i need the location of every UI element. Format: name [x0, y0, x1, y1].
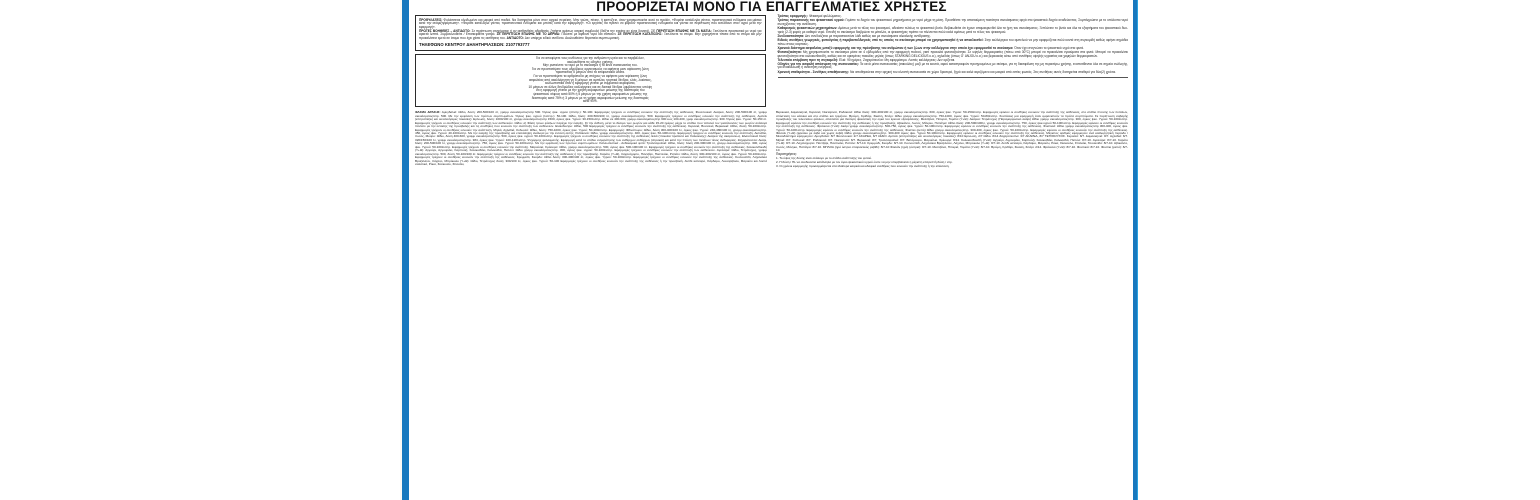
equipment-cleaning-text: Αμέσως μετά το τέλος του ψεκασμού, αδειάστε τελείως το ψεκαστικό βυτίο. Βεβαιωθείτε ότι έχουν απομακρυνθεί όλα τα ίχνη του σκευάσματος. Ξεπλύνετε το βυτίο και όλα τα εξαρτήματα του ψεκαστικού δυο-τρείς (2-3) φορές με καθαρό νερό. Επειδή το σκεύασμα διαβρώνει τα μέταλλα, οι ψεκαστήρες πρέπει να πλένονται πολύ καλά αμέσως μετά το τέλος του ψεκασμού.	[777, 25, 1128, 34]
spectrum-of-action-region	[415, 111, 1128, 500]
reentry-interval-heading: Χρονικό διάστημα ασφαλείας μεταξύ εφαρμογής και της πρόσβασης του ανθρώπου ή των ζώων στην καλλιέργεια στην οποία έχει εφαρμοσθεί το σκεύασμα:	[777, 45, 1014, 50]
environment-line-7: καλλωπιστικά όταν η εφαρμογή γίνεται με συμβατικά ακροφύσια,	[545, 81, 636, 86]
environment-line-0: Για να αποφύγετε τους κινδύνους για την ανθρώπινη υγεία και το περιβάλλον,	[535, 56, 645, 61]
environment-line-5: Για να προστατέψετε τα αρθρόποδα μη στόχους να αφήσετε μιαν αψέκαστη ζώνη	[533, 74, 647, 79]
storage-paragraph	[778, 71, 1129, 75]
environment-line-3: Για να προστατέψετε τους υδρόβιους οργανισμούς να αφήσετε μιαν αψέκαστη ζώνη	[531, 66, 649, 71]
preharvest-interval-heading: Τελευταία επέμβαση πριν τη συγκομιδή:	[777, 57, 839, 62]
spray-preparation-heading: Τρόπος παρασκευής του ψεκαστικού υγρού:	[777, 18, 845, 23]
precautions-box	[415, 15, 766, 51]
label-content-area	[410, 0, 1132, 500]
spectrum-left-text: Αμυγδαλιά: Ωΐδιο, δόση: 200-500/100 λτ, γραμμ σκευάσματος/στρ 500. Όγκος ψεκ. υγρού (λτ/στρ.): 50-100. Εφαρμογές τρέχουν οι συνθήκες ευνοούν την ανάπτυξη της ασθένειας. Φουντουκιά: Ακάρεα, δόση: 200-500/100 λτ, γραμμ σκευάσματος/στρ. 500. Με την εμφάνιση των πρώτων συμπτωμάτων. Όγκος ψεκ. υγρού (λτ/στρ.): 50-100. Ωΐδιο, δόση: 200-500/100 λτ, γραμμ σκευάσματος/στρ. 500. Εφαρμογές τρέχουν οι συνθήκες ευνοούν την ανάπτυξη της ασθένειας. Αμπέλι (επιτραπέζιες και οινοποιήσιμες ποικιλίες): Ερίνωση, δόση: 1000/100 λτ, γραμμ σκευάσματος/στρ 1500, όγκος ψεκ. Υγρού: 30-150λτ/στρ. Ωΐδιο σε 400-630, γραμμ σκευάσματος/στρ 600 έως 100-200, γραμ σκευάσματος/στρ. 300. Όγκος ψεκ. Υγρού: 50-150 λτ. Εφαρμογές τρέχουν οι συνθήκες ευνοούν την ανάπτυξη των ασθενειών. Ωΐδιο: α) Φάση τρίων φύλλων παρέχει την έναρξη, β) την άνθιση, μέτα το δέσιμο των ρωγών και κάθε 15-20 ημέρες μέχρι το στάδιο που ταπεινά τον γυαλύνοντας των ρωγών ανάλογα πάντοτε με την έντασης της προσβολής και τις συνθήκες που ευνοούν την ανάπτυξη των ασθενειών. Ελαιόδεντρο: Ωΐδιο, 500 Εφαρμογές τρέχουν οι συνθήκες ευνοούν την ανάπτυξη της ασθένειας. Κερασιά, Βυσσινιά, Βερικοκιά: Ωΐδιο, δόση: 50-100λτ/στρ. Εφαρμογές τρέχουν οι συνθήκες ευνοούν την ανάπτυξη. Μηλιά, Αχλαδιά, Κυδωνιά: Ωΐδιο, δόση: 750-1000, όγκος ψεκ. Υγρού: 50-100λτ/στρ. Εφαρμογές: Φθινόπωρο: Ωΐδιο, δόση 300-400/100 λτ, όγκος ψεκ. Υγρού: 240-480/100 λτ, γραμμ σκευάσματος/στρ. 450, όγκος ψεκ. Υγρού: 40-100λτ/στρ. Με την έναρξη της προσβολής και επανάληψη ανάλογα με την ένταση αυτής. Ροδακινιά: Ωΐδιο, γραμμ σκευάσματος/στρ. 400, όγκος ψεκ. 50-100λτ/στρ. Εφαρμογή τρέχουν οι συνθήκες ευνοούν την ανάπτυξη. Ακτινίδιο, Λωτός, Μούρο: Ωΐδιο, δόση 400-600, γραμμ σκευάσματος/στρ. 500, όγκος ψεκ. υγρού: 50-100λτ/στρ. Εφαρμογές τρέχουν οι συνθήκες ευνοούν την ανάπτυξη της ασθένειας. Ελιά (τποκιλία προϊόντα και Χαλκούκης): Ακάρεα της ακαρώσεως. Ελαιοπυκνά δόση: 320/150/100 λτ, γραμμ σκευάσματος/στρ. 384, όγκος ψεκ. Υγρού: 100-120λτ/στρ. Ψυχόρμης φυλλομανής. Εφαρμογή κατά το στάδιο συγκρότησης των ανθέρχων ανθέρχων (Ατρακιά) και κατά την πτώση των πετάλων τέλος ανθοφορίας. Ζαχαρότευτλα: Ακάρι, δόση: 200-500/100 λτ, γραμμ σκευάσματος/στρ. 750, όγκος ψεκ. Υγρού: 50-100λτ/στρ. Με την εμφάνιση των πρώτων συμπτωμάτων. Καλλωπιστικά - Ανθοκομικά φυτά: Τριανταφυλλιά: Ωΐδιο, δόση: δόση 200-300/100 λτ, γραμμ σκευάσματος/στρ. 300, όγκος ψεκ. Υγρού: 50-100λτ/στρ. Εφαρμογές τρέχουν οι συνθήκες ευνοούν την ανάπτυξη. Μαρούλια, Σμάουρα: Ωΐδιο, γραμμ σκευάσματος/στρ. 500, όγκος ψεκ. 500-100/100 λτ. Εφαρμογές τρέχουν οι συνθήκες ευνοούν την ανάπτυξη της ασθένειας. Κολοκυνθοειδή (Υ+Θ): Αγγούρι, Αγγουράκι, Καρπούζι, Κολοκυθάκι, Κολοκυθιά, Πεπόνι: Ωΐδιο γραμμ σκευάσματος/στρ. 300, όγκος ψεκ. υγρού: 50-100λτ/στρ. Εφαρμογές τρέχουν οι συνθήκες ευνοούν την ανάπτυξη των ασθενειών. Αγκινάρα: Ωΐδιο, Τετράνυχος, γραμμ σκευάσματος/στρ. 500, δόση: 50-100/100 λτ. Εφαρμογές τρέχουν οι συνθήκες ευνοούν την ανάπτυξη της ασθένειας ή της προσβολής. Καρότο (Υ+Θ), Λαχανόχορτο, Παντζάρι, Παστινάκι, Ραπάνι: Ωΐδιο, δόση: 300-400/100 λτ, όγκος ψεκ. Υγρού: 50-100λτ/στρ. Εφαρμογές τρέχουν οι συνθήκες ευνοούν την ανάπτυξη της ασθένειας. Κρεμμύδι, Σκόρδο: Ωΐδιο δόση: 300-400/100 λτ, όγκος ψεκ. Υγρού: 50-100λτ/στρ. Εφαρμογές τρέχουν οι συνθήκες ευνοούν την ανάπτυξη της ασθένειας. Κουνουπίδι, Λαχανάκια Βρυξελλών, Λάχανο, Μπρόκολο (Υ+Θ): Ωΐδιο, Τετράνυχος δόση: 300/100 λτ, όγκος ψεκ. Υγρού: 50-100 Εφαρμογές τρέχουν οι συνθήκες ευνοούν την ανάπτυξη της ασθένειας ή την προσβολή. Αντίδι κατσαρό, Κάρδαμο, Λυκοτρίβολο, Μαρούλι και Λοιπά σαλατικά, Ρόκα, Σέσκουλο, Σπανάκι,	[415, 111, 767, 167]
first-aid-paragraph	[419, 30, 762, 41]
environment-line-1: ακολουθήστε τις οδηγίες χρήσης.	[567, 59, 614, 64]
spray-preparation-text: Γεμίστε το δοχείο του ψεκαστικού μηχανήματος με νερό μέχρι τη μέση. Προσθέστε την απαιτούμενη ποσότητα σκευάσματος αργά στο ψεκαστικό δοχείο αναδεύοντας. Συμπληρώστε με το υπόλοιπο νερό συνεχίζοντας την ανάδευση.	[777, 18, 1128, 26]
first-aid-heading: ΠΡΩΤΕΣ ΒΟΗΘΕΙΕΣ – ΑΝΤΙΔΟΤΟ:	[419, 28, 471, 33]
notes-list	[776, 157, 1128, 168]
compatibility-heading: Συνδυαστικότητα:	[777, 33, 805, 38]
environment-line-10: ψεκαστικού νέφους κατά 50% ή 5 μέτρων με την χρήση ακροφυσίων μείωσης της	[533, 92, 648, 96]
storage-heading: Χρονική σταθερότητα - Συνθήκες αποθήκευσης:	[777, 69, 850, 74]
spectrum-right-paragraph	[776, 111, 1128, 152]
special-conditions-text: Στην καλλιέργεια του αμπελιού να μην εφαρμόζεται πολύ κοντά στη συγκομιδή καθώς αφήνει σημάδια πάνω στους καρπούς.	[777, 37, 1128, 46]
phytotoxicity-text: Μη χρησιμοποιείτε το σκεύασμα μέσα σε 4 εβδομάδες από την εφαρμογή πολτού, γιατί προκαλεί φυτοτοξικότητα. Σε υψηλές θερμοκρασίες (πάνω από 30°C) μπορεί να προκαλέσει εγκαύματα στα φυτά. Μπορεί να προκαλέσει φυτοτοξικότητα στα κολοκυνθοειδή, καθώς και σε ορισμένες ποικιλίες μηλιάς (όπως STARKING DELICIOUS κ.α.), αχλαδιάς (όπως Ο' ANJOU κ.α.) και βερικοκιάς κάτω από συνθήκες υψηλής υγρασίας και χαμηλών θερμοκρασιών.	[777, 49, 1128, 58]
spectrum-heading: ΦΑΣΜΑ ΔΡΑΣΗΣ:	[415, 111, 441, 115]
right-column	[776, 15, 1129, 107]
note-item: 2. Η δόση / HL να συνδυαστεί κατάλληλα με τον όγκο ψεκαστικού υγρού ώστε να μην υπερβαίνεται η μέγιστη επιτρεπτή δόση / στρ.	[776, 160, 953, 165]
spectrum-left-column	[415, 111, 767, 500]
environment-line-6: ασφαλείας από ακαλλιέργητη γη 5 μέτρων σε αμπέλια, τροπικά δένδρα, ελιές, λυκίσκος,	[528, 77, 652, 82]
environment-line-12: κατά 90%.	[583, 99, 598, 104]
environment-line-9: ότι η εφαρμογή γίνεται με την χρήση ακροφυσίων μείωσης της διασποράς του	[535, 88, 645, 93]
antidote-text: Δεν υπάρχει ειδικό αντίδοτο. Ακολουθείστε θεραπεία συμπτωματική.	[524, 36, 620, 41]
antidote-heading: ΑΝΤΙΔΟΤΟ:	[506, 36, 524, 41]
professional-users-banner: ΠΡΟΟΡΙΖΕΤΑΙ ΜΟΝΟ ΓΙΑ ΕΠΑΓΓΕΛΜΑΤΙΕΣ ΧΡΗΣΤΕΣ	[596, 0, 947, 13]
notes-heading: Παρατηρήσεις:	[776, 151, 797, 156]
skin-contact-text: Πλύνετε με άφθονο νερό και σαπούνι.	[561, 32, 617, 37]
environment-line-11: διασποράς κατά 75% ή 3 μέτρων με τη χρήση ακροφυσίων μείωσης της διασποράς	[531, 95, 649, 100]
upper-two-column-region	[415, 15, 1128, 107]
special-conditions-heading: Ειδικές συνθήκες γεωργικές, φυτοϋγείας ή περιβαντολλογικές υπό τις οποίες το σκεύασμα μπορεί να χρησιμοποιηθεί ή να αποκλεισθεί:	[777, 37, 984, 42]
preharvest-interval-text: Ελιά: 90 ημέρες. Ζαχαρότευτλα: Μη εφαρμόσιμο. Λοιπές καλλιέργειες: Δεν ορίζεται.	[839, 57, 956, 62]
note-item: 3. Οι χρόνοι εφαρμογής προσαρμόζονται στα ιδιαίτερα καιρικά και εδαφικά συνθήκες που ευνοούν την ανάπτυξη ή την επέκταση.	[776, 164, 950, 169]
eye-contact-heading: ΠΕΡΙΠΤΩΣΗ ΕΠΑΦΗΣ ΜΕ ΤΑ ΜΑΤΙΑ:	[656, 28, 712, 33]
environment-line-8: 10 μέτρων σε άλλες δενδρώδεις καλλιέργειες και σε δασικά δένδρα λαμβάνοντας υπόψη	[528, 84, 652, 89]
precautions-paragraph	[419, 19, 762, 30]
application-method-text: Ψεκασμοί φυλλώματος.	[808, 14, 842, 18]
precautions-text: Φυλάσσεται κλειδωμένο και μακριά από παιδιά. Να διατηρείται μόνο στον αρχικό περιέκτη. Μην τρώτε, πίνετε, ή καπνίζετε, όταν χρησιμοποιείτε αυτό το προϊόν. «Φοράτε κατάλληλα γάντια, προστατευτικά ενδύματα και μάσκα κατά την ανάμιξη/φόρτωση». «Φοράτε κατάλληλα γάντια, προστατευτικά ενδύματα και μπότες κατά την εφαρμογή». «Οι εργάτες θα πρέπει να φορούν προστατευτική ενδυμασία και γάντια σε περίπτωση που εισέλθουν στον αγρό μετά την εφαρμογή».	[419, 17, 762, 29]
ingestion-heading: ΣΕ ΠΕΡΙΠΤΩΣΗ ΚΑΤΑΠΟΣΗΣ:	[617, 32, 663, 37]
environment-line-2: Μην ρυπαίνετε το νερό με το σκεύασμα ή τα κενά συσκευασίας του.	[542, 63, 638, 68]
ingestion-text: Ξεπλύνετε το στόμα. Μην χορηγήσετε τίποτα από το στόμα και μην προκαλέσετε εμετό σε άτομο που έχει χάσει τις αισθήσεις του.	[419, 32, 762, 41]
phytotoxicity-heading: Φυτοτοξικότητα:	[777, 49, 802, 54]
spectrum-left-paragraph	[415, 111, 767, 166]
application-method-heading: Τρόπος εφαρμογής:	[777, 14, 808, 18]
precautions-heading: ΠΡΟΦΥΛΑΞΕΙΣ:	[419, 17, 443, 22]
environment-line-4: προστασίας 5 μέτρων από τα επιφανειακά ύδατα.	[555, 70, 625, 75]
poison-center-phone: ΤΗΛΕΦΩΝΟ ΚΕΝΤΡΟΥ ΔΗΛΗΤΗΡΙΑΣΕΩΝ: 2107793777	[419, 41, 530, 47]
disposal-heading: Οδηγίες για την ασφαλή απόσυρση της συσκευασίας:	[777, 61, 860, 66]
usage-instructions-block	[778, 15, 1129, 78]
reentry-interval-text: Όταν έχει στεγνώσει το ψεκαστικό υγρό στα φυτά.	[1014, 45, 1084, 50]
spectrum-right-text: Βερικοκιά, Δαμασκηνιά, Κερασιά, Νεκταρινιά, Ροδακινιά: Ωΐδιο δόση: 300-400/100 λτ, γραμμ σκευάσματος/στρ. 600, όγκος ψεκ. Υγρού: 50-150λτ/στρ. Εφαρμογές εφόσον οι συνθήκες ευνοούν την ανάπτυξη της ασθένειας, στο στάδιο πτώσης των πετάλων, απόσταση του κάλυκα και στο στάδιο και τριμήνου. Βρώμη, Κριθάρι, Σίκαλη, Σιτάρι: Ωΐδιο γραμμ σκευάσματος/στρ. 750-1000, όγκος ψεκ. Υγρού: 50-80λτ/στρ. Συστάσεις μια εφαρμογή όταν εμφανιστούν τα πρώτα συμπτώματα. Σε περίπτωση σοβαρής προσβολής του τελευταίου φύλλου, απαιτείται μια δεύτερη ψεκαστική την ογκό του έρευνα εξασφάλισης. Μελιτζάνα, Πιπεριά, Τομάτα (Υ+Θ): Ακάρεα: Τετράνυχος (Παραμορφωτικό ακάρι) Ωΐδιο γραμμ σκευάσματος/στρ. 300, όγκος ψεκ. Υγρού: 50-100λτ/στρ. Εφαρμογή εφόσον την συνθήκη ευνοούν την ανάπτυξη της ασθένειας ή της προσβολής. Αβοκάντο, Λωτός, Μάνγκο, Παπάγια: Ωΐδιο δόση: 200-500/100λτ, γραμμ σκευάσματος/στρ. 750, όγκος ψεκ.υγρού 50-100λτ/στρ. Εφαρμογές εφόσον οι συνθήκες ευνοούν την ανάπτυξη της ασθένειας. Φράουλα (Υ+Θ): Ακάρι γραμμ σκευάσματος/στρ. 500-750, όγκος ψεκ. Υγρού: 50-100λτ/στρ. Εφαρμογές εφόσον οι συνθήκες ευνοούν την ανάπτυξη της ασθένειας. Φυστικιά: Ωΐδιο γραμμ σκευάσματος/στρ 300-400, όγκος ψεκ. Υγρού: 50-100λτ/στρ. Εφαρμογές εφόσον οι συνθήκες ευνοούν την ανάπτυξη της ασθένειας. Φυστίκι (ρεπό) Ωΐδιο γραμμ σκευάσματος/στρ. 300-400, όγκος ψεκ. Υγρού: 50-100λτ/στρ. Εφαρμογές εφόσον οι συνθήκες ευνοούν την ανάπτυξη της ασθένειας. Φασόλι (Υ+Θ) (φρέσκο με λοβό και χωρίς λοβό) Ωΐδιο γραμμ σκευάσματος/στρ. 300-400 όγκος ψεκ. Υγρού 50-100λτ/στρ. Εφαρμογές εφόσον οι συνθήκες ευνοούν την ανάπτυξη της ασθένειας. Μέγιστος αριθμός εφαρμογών ανά καλλιεργητική περίοδο / Μεσοδιάστημα εφαρμογών: Αμυγδαλιά: 8/7 Φουντουκιά: 2/7 ΑΚΑΡΕΑ, 8/7 ΩΪΔΙΟ. Αμπέλι (επιτραπέζιες και οινοποιήσιμες ποικιλίες): 8/10 Ερίνωση, 2/7 Ωΐδιο. 8/14 Ζαχαρότευτλα: 3/7 ΑΚΑΡΕΑ, 8/7 ΤΕΤΡΑΝΥΧΟΣ. Κερασιά: 8/7. Δαμασκηνιά: 8/7. Αχλαδιά: 8/7. Μηλιά: 8/7. Κυδωνιά: 8/7. Ροδακινιά: 8/7. Νεκταρινιά: 8/7. Βερικοκιά: 8/7. Τριανταφυλλιά: 8/7. Βατόμουρο, Μαρούλια, Σμέουρα: 8/14. Κολοκυνθοειδή (Υ+Θ): Αγγούρι, Αγγουράκι, Καρπούζι, Κολοκυθάκι, Κολοκυθιά, Πεπόνι: 8/7-10. Αγκινάρα: 8/7-10. Καρότο (Υ+Θ): 8/7-10. Λαχανόχορτο: Παντζάρι, Παστινάκι, Ραπάνι: 8/7-10. Κρεμμύδι, Σκόρδο: 8/7-10. Κουνουπίδι, Λαχανάκια Βρυξελλών, Λάχανο, Μπρόκολο (Υ+Θ): 8/7-10. Αντίδι κατσαρό, Κάρδαμο, Μαρούλι, Ρόκα, Σέσκουλο, Σπανάκι, Τσουκνίδα: 8/7-10. Αβοκάντο, Λωτός, Μάνγκο, Παπάγια: 8/7-10. ΜΗΛΟΑ (ηρό όστρια σπαρακτικός ρεβίθι): 8/7-10 Φασόλι (ηρό) (όστρια): 8/7-10. Μελιτζάνα, Πιπεριά, Τομάτα (Υ+Θ): 8/7-10. Βρώμη, Κριθάρι, Σίκαλη, Σιτάρι: 2/14. Φράουλα (Υ+Θ): 8/7-10. Φυστικιά: 8/7-10. Φυστίκι (ρεπό): 8/7-10.	[776, 111, 1128, 153]
storage-text: Να αποθηκεύεται στην αρχική του κλειστή συσκευασία σε χώρο δροσερό, ξηρό και καλά αεριζόμενο και μακριά από εστίες φωτιάς. Στις συνθήκες αυτές διατηρείται σταθερό για δύο(2) χρόνια.	[850, 69, 1117, 74]
compatibility-text: Δεν συνδυάζεται με παρασιτοκτόνα λάδι καθώς και με σκευάσματα αλκαλικής αντίδρασης.	[804, 33, 931, 38]
section-divider-rule	[778, 77, 1129, 78]
environmental-protection-box	[415, 54, 766, 108]
disposal-text: Τα κενά μέσα συσκευασίας (σακούλες) μαζί με τα κουτιά, αφού καταστραφούν προηγουμένως με σκίσιμο, για τη διασφάλιση της μη περαιτέρω χρήσης, εναποτίθενται όλα σε σημεία συλλογής, για ανακύκλωση ή ανάκτηση ενέργειας.	[777, 61, 1128, 70]
note-item: 1. Το ύψος της δόσης είναι ανάλογο με το στάδιο ανάπτυξης του φυτού.	[776, 156, 873, 161]
eye-contact-text: Ξεπλύνετε προσεκτικά με νερό για αρκετά λεπτά. Συμβουλευθείτε / Επισκεφθείτε γιατρό.	[419, 28, 762, 37]
left-column	[415, 15, 768, 107]
product-label-sheet	[399, 0, 1141, 500]
left-blue-frame-stripe	[399, 0, 410, 500]
spectrum-right-column	[776, 111, 1128, 500]
right-blue-frame-stripe	[1132, 0, 1141, 500]
equipment-cleaning-heading: Καθαρισμός ψεκαστικών μηχανημάτων:	[777, 25, 838, 30]
skin-contact-heading: ΣΕ ΠΕΡΙΠΤΩΣΗ ΕΠΑΦΗΣ ΜΕ ΤΟ ΔΕΡΜΑ:	[496, 32, 561, 37]
first-aid-text: Σε περίπτωση ατυχήματος ή αν αισθανθείτε αδιαθεσία, ζητήστε αμέσως ιατρική συμβουλή (δείξτε την ετικέτα αν είναι δυνατό). ΣΕ	[471, 28, 656, 33]
